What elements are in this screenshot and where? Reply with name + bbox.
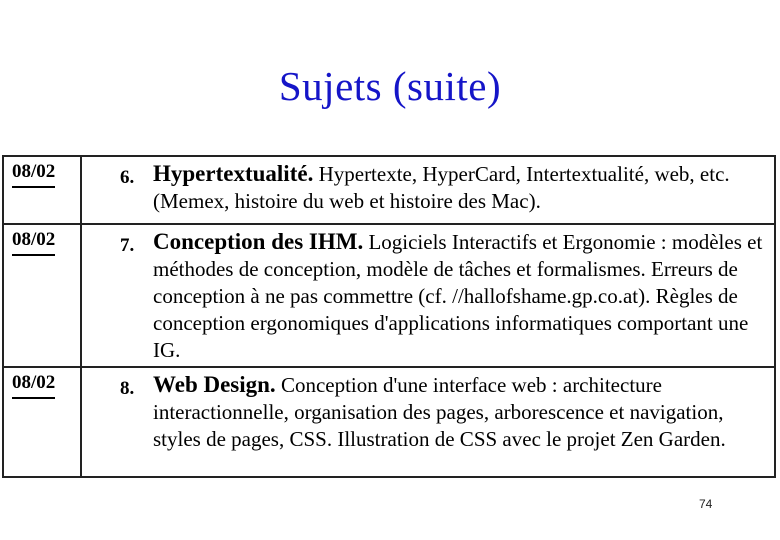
topic-cell	[81, 367, 775, 477]
slide-title: Sujets (suite)	[278, 63, 502, 109]
topic-number: 6.	[120, 167, 135, 188]
session-date: 08/02	[12, 372, 55, 399]
topic-number: 7.	[120, 235, 135, 256]
topics-table	[2, 155, 776, 478]
topic-heading: Conception des IHM.	[153, 229, 364, 254]
table-row	[3, 367, 775, 477]
session-date: 08/02	[12, 161, 55, 188]
date-cell	[3, 156, 81, 224]
topic-text: Logiciels Interactifs et Ergonomie : modèles et méthodes de conception, modèle de tâches et formalismes. Erreurs de conception à ne pas commettre (cf. //hallofshame.gp.co.at). Règles de conception ergonomiques d'applications informatiques comportant une IG.	[153, 230, 763, 362]
topic-number: 8.	[120, 378, 135, 399]
topic-description	[153, 160, 770, 215]
topic-cell	[81, 224, 775, 367]
table-row	[3, 224, 775, 367]
topic-item	[82, 157, 774, 217]
topic-text: Conception d'une interface web : architecture interactionnelle, organisation des pages, arborescence et navigation, styles de pages, CSS. Illustration de CSS avec le projet Zen Garden.	[153, 373, 726, 451]
topic-item	[82, 368, 774, 455]
topic-heading: Hypertextualité.	[153, 161, 314, 186]
date-cell	[3, 224, 81, 367]
topic-item	[82, 225, 774, 366]
session-date: 08/02	[12, 229, 55, 256]
topic-heading: Web Design.	[153, 372, 276, 397]
topic-description	[153, 371, 770, 453]
date-cell	[3, 367, 81, 477]
topic-text: Hypertexte, HyperCard, Intertextualité, web, etc. (Memex, histoire du web et histoire des Mac).	[153, 162, 730, 213]
topic-description	[153, 228, 770, 364]
table-row	[3, 156, 775, 224]
topic-cell	[81, 156, 775, 224]
page-number: 74	[699, 497, 713, 511]
